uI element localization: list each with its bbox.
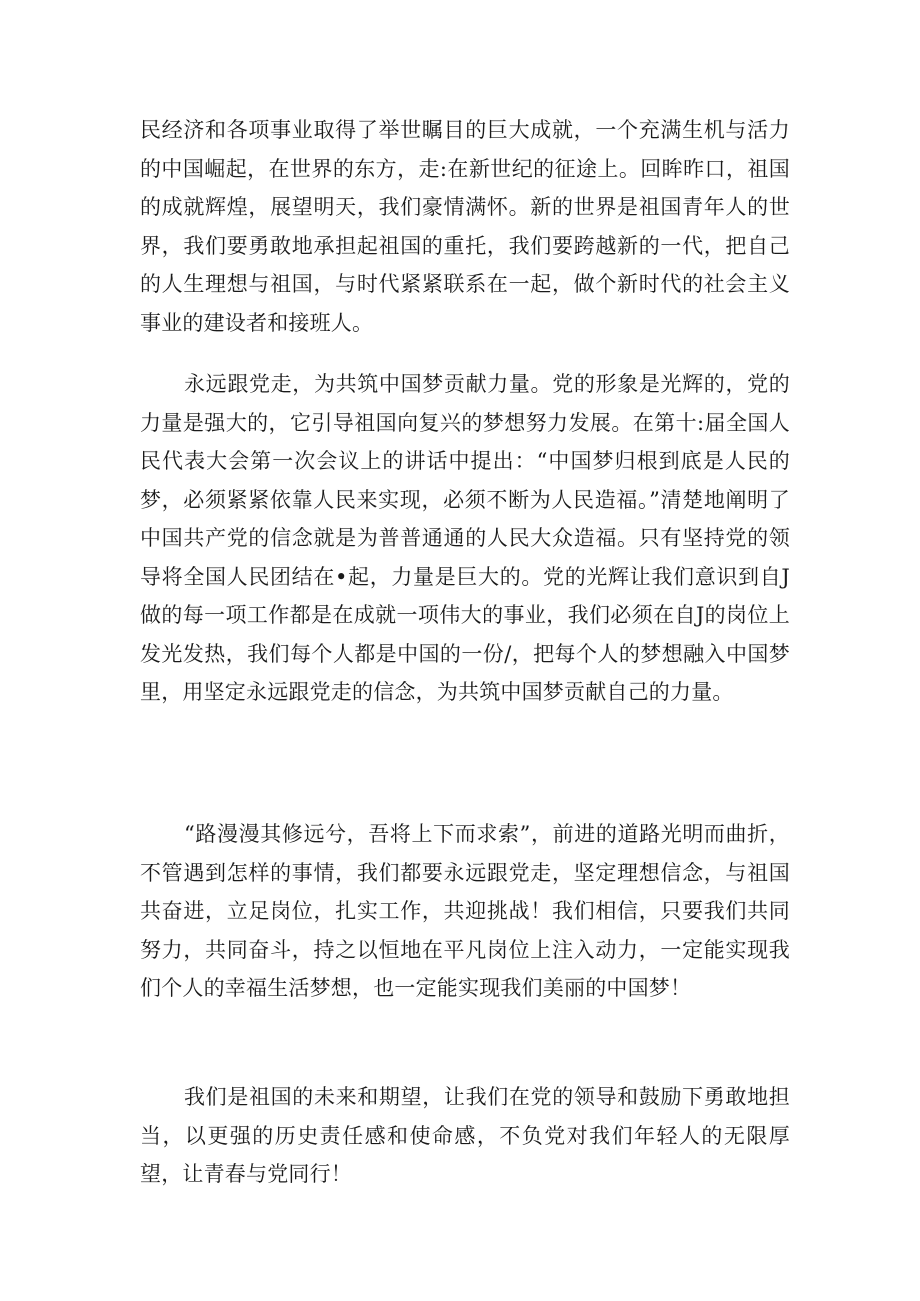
paragraph-closing: 我们是祖国的未来和期望，让我们在党的领导和鼓励下勇敢地担当，以更强的历史责任感和使命感，不负党对我们年轻人的无限厚望，让青春与党同行！: [140, 1085, 790, 1186]
paragraph-long-road: “路漫漫其修远兮，吾将上下而求索”，前进的道路光明而曲折，不管遇到怎样的事情，我们都要永远跟党走，坚定理想信念，与祖国共奋进，立足岗位，扎实工作，共迎挑战！我们相信，只要我们共同努力，共同奋斗，持之以恒地在平凡岗位上注入动力，一定能实现我们个人的幸福生活梦想，也一定能实现我们美丽的中国梦！: [140, 822, 790, 1000]
paragraph-continuation: 民经济和各项事业取得了举世瞩目的巨大成就，一个充满生机与活力的中国崛起，在世界的东方，走:在新世纪的征途上。回眸昨口，祖国的成就辉煌，展望明天，我们豪情满怀。新的世界是祖国青年人的世界，我们要勇敢地承担起祖国的重托，我们要跨越新的一代，把自己的人生理想与祖国，与时代紧紧联系在一起，做个新时代的社会主义事业的建设者和接班人。: [140, 118, 790, 335]
paragraph-follow-party: 永远跟党走，为共筑中国梦贡献力量。党的形象是光辉的，党的力量是强大的，它引导祖国向复兴的梦想努力发展。在第十:届全国人民代表大会第一次会议上的讲话中提出：“中国梦归根到底是人民的梦，必须紧紧依靠人民来实现，必须不断为人民造福。”清楚地阐明了中国共产党的信念就是为普普通通的人民大众造福。只有坚持党的领导将全国人民团结在•起，力量是巨大的。党的光辉让我们意识到自J做的每一项工作都是在成就一项伟大的事业，我们必须在自J的岗位上发光发热，我们每个人都是中国的一份/，把每个人的梦想融入中国梦里，用坚定永远跟党走的信念，为共筑中国梦贡献自己的力量。: [140, 372, 790, 704]
